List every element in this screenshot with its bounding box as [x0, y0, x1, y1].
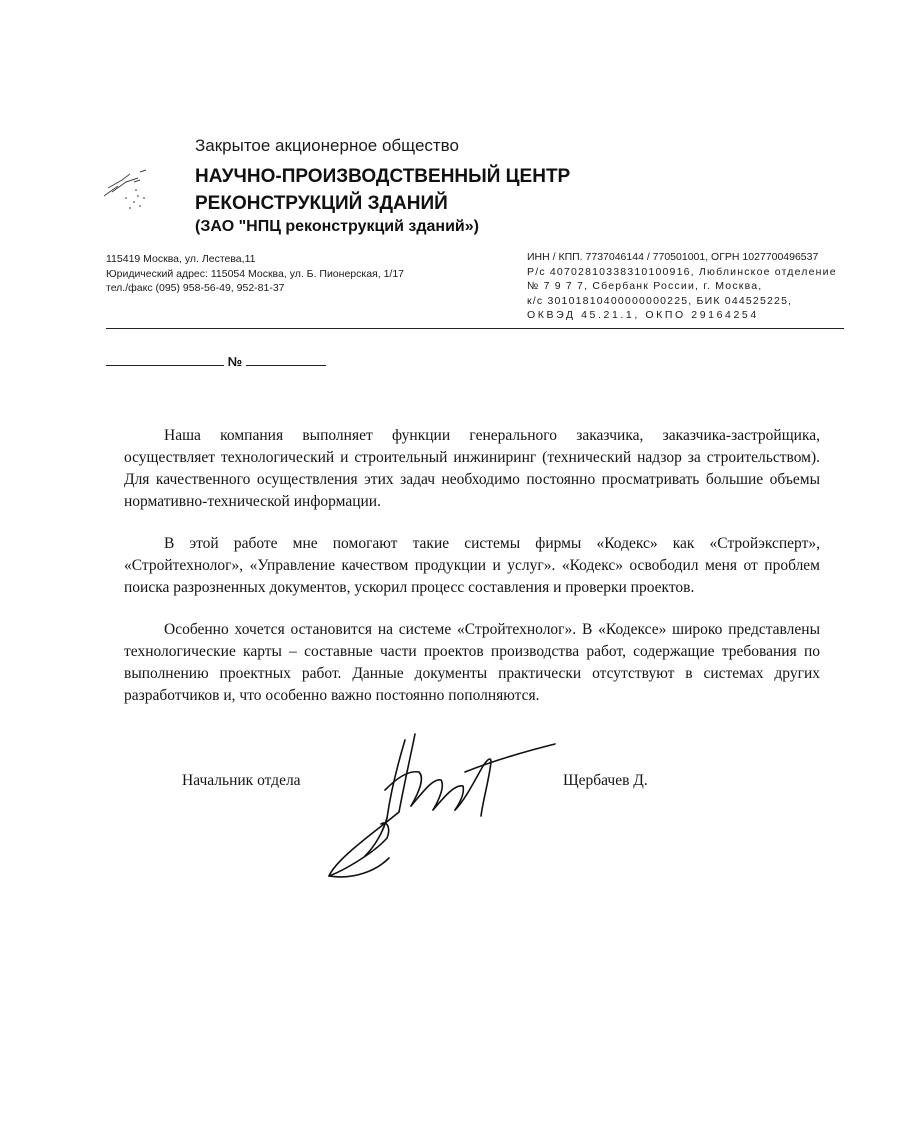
letter-body — [124, 425, 820, 727]
postal-address: 115419 Москва, ул. Лестева,11 — [106, 253, 256, 265]
signatory-name: Щербачев Д. — [563, 772, 648, 789]
correspondent-account: к/с 30101810400000000225, БИК 044525225, — [527, 294, 793, 307]
company-name-line2: РЕКОНСТРУКЦИЙ ЗДАНИЙ — [195, 193, 448, 214]
company-type: Закрытое акционерное общество — [195, 136, 459, 155]
bank-details — [527, 250, 845, 323]
paragraph-3: Особенно хочется остановится на системе «Стройтехнолог». В «Кодексе» широко представлены технологические карты – составные части проектов производства работ, содержащие требования по выполнению проектных работ. Данные документы практически отсутствуют в системах других разработчиков и, что особенно важно постоянно пополняются. — [124, 621, 820, 704]
company-name — [195, 163, 570, 217]
address-left — [106, 252, 404, 296]
reference-line — [106, 353, 326, 369]
legal-address: Юридический адрес: 115054 Москва, ул. Б. Пионерская, 1/17 — [106, 267, 404, 280]
okved-okpo: ОКВЭД 45.21.1, ОКПО 29164254 — [527, 309, 759, 321]
inn-kpp: ИНН / КПП. 7737046144 / 770501001, ОГРН 1027700496537 — [527, 251, 819, 263]
paragraph-2: В этой работе мне помогают такие системы фирмы «Кодекс» как «Стройэксперт», «Стройтехнолог», «Управление качеством продукции и услуг». «Кодекс» освободил меня от проблем поиска разрозненных документов, ускорил процесс составления и проверки проектов. — [124, 535, 820, 596]
bank-branch: № 7 9 7 7, Сбербанк России, г. Москва, — [527, 280, 763, 292]
bank-account: Р/с 40702810338310100916, Люблинское отделение — [527, 265, 837, 278]
phone-fax: тел./факс (095) 958-56-49, 952-81-37 — [106, 282, 285, 294]
number-sign: № — [227, 354, 243, 369]
company-name-line1: НАУЧНО-ПРОИЗВОДСТВЕННЫЙ ЦЕНТР — [195, 166, 571, 187]
paragraph-1: Наша компания выполняет функции генерального заказчика, заказчика-застройщика, осуществляет технологический и строительный инжиниринг (технический надзор за строительством). Для качественного осуществления этих задач необходимо постоянно просматривать большие объемы нормативно-технической информации. — [124, 427, 820, 510]
handwritten-signature — [315, 720, 565, 890]
company-short-name: (ЗАО "НПЦ реконструкций зданий») — [195, 218, 479, 235]
date-blank — [106, 353, 224, 366]
number-blank — [246, 353, 326, 366]
company-logo-mark — [100, 168, 160, 218]
signatory-position: Начальник отдела — [182, 772, 301, 789]
header-divider — [106, 328, 844, 329]
